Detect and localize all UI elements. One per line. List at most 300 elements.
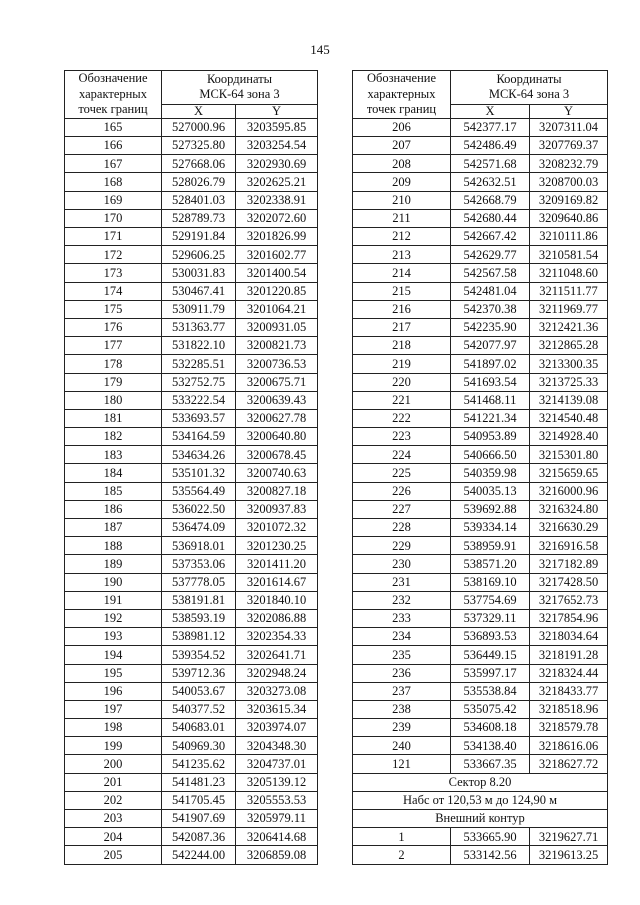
table-row bbox=[65, 573, 318, 591]
x-coordinate-cell: 542667.42 bbox=[451, 228, 530, 246]
point-id-cell: 203 bbox=[65, 810, 162, 828]
point-id-cell: 197 bbox=[65, 700, 162, 718]
y-coordinate-cell: 3219613.25 bbox=[530, 846, 608, 864]
table-row bbox=[65, 682, 318, 700]
x-coordinate-cell: 542571.68 bbox=[451, 155, 530, 173]
x-coordinate-cell: 542077.97 bbox=[451, 337, 530, 355]
table-row bbox=[65, 446, 318, 464]
point-id-cell: 219 bbox=[353, 355, 451, 373]
y-coordinate-cell: 3202338.91 bbox=[236, 191, 318, 209]
point-id-cell: 186 bbox=[65, 500, 162, 518]
table-row bbox=[65, 500, 318, 518]
table-row bbox=[353, 446, 608, 464]
y-coordinate-cell: 3218627.72 bbox=[530, 755, 608, 773]
x-coordinate-cell: 533693.57 bbox=[162, 409, 236, 427]
coordinates-table-right bbox=[352, 70, 608, 865]
table-row bbox=[353, 155, 608, 173]
point-id-cell: 214 bbox=[353, 264, 451, 282]
x-coordinate-cell: 540359.98 bbox=[451, 464, 530, 482]
y-coordinate-cell: 3208232.79 bbox=[530, 155, 608, 173]
point-id-cell: 201 bbox=[65, 773, 162, 791]
table-row bbox=[65, 700, 318, 718]
x-coordinate-cell: 540377.52 bbox=[162, 700, 236, 718]
point-id-cell: 1 bbox=[353, 828, 451, 846]
x-coordinate-cell: 533667.35 bbox=[451, 755, 530, 773]
point-id-cell: 217 bbox=[353, 318, 451, 336]
x-coordinate-cell: 542632.51 bbox=[451, 173, 530, 191]
sector-title: Сектор 8.20 bbox=[353, 773, 608, 791]
designation-header-line: характерных bbox=[367, 86, 436, 101]
point-id-cell: 222 bbox=[353, 409, 451, 427]
x-coordinate-cell: 532285.51 bbox=[162, 355, 236, 373]
x-coordinate-cell: 530911.79 bbox=[162, 300, 236, 318]
table-row bbox=[65, 737, 318, 755]
table-row bbox=[65, 137, 318, 155]
table-row bbox=[353, 719, 608, 737]
table-row bbox=[353, 318, 608, 336]
y-coordinate-cell: 3218324.44 bbox=[530, 664, 608, 682]
y-coordinate-cell: 3209640.86 bbox=[530, 209, 608, 227]
coordinates-header-line: МСК-64 зона 3 bbox=[199, 87, 280, 102]
table-row bbox=[65, 409, 318, 427]
y-coordinate-cell: 3211969.77 bbox=[530, 300, 608, 318]
table-row bbox=[353, 664, 608, 682]
x-coordinate-cell: 539334.14 bbox=[451, 519, 530, 537]
point-id-cell: 229 bbox=[353, 537, 451, 555]
x-coordinate-cell: 542235.90 bbox=[451, 318, 530, 336]
table-row bbox=[353, 646, 608, 664]
y-coordinate-cell: 3216916.58 bbox=[530, 537, 608, 555]
designation-header-line: Обозначение bbox=[78, 71, 148, 85]
point-id-cell: 189 bbox=[65, 555, 162, 573]
y-coordinate-cell: 3201064.21 bbox=[236, 300, 318, 318]
y-coordinate-cell: 3200639.43 bbox=[236, 391, 318, 409]
point-id-cell: 227 bbox=[353, 500, 451, 518]
point-id-cell: 206 bbox=[353, 118, 451, 136]
point-id-cell: 178 bbox=[65, 355, 162, 373]
y-coordinate-cell: 3216324.80 bbox=[530, 500, 608, 518]
table-row bbox=[65, 300, 318, 318]
y-coordinate-cell: 3214928.40 bbox=[530, 428, 608, 446]
y-coordinate-cell: 3215659.65 bbox=[530, 464, 608, 482]
point-id-cell: 198 bbox=[65, 719, 162, 737]
point-id-cell: 166 bbox=[65, 137, 162, 155]
y-coordinate-cell: 3211048.60 bbox=[530, 264, 608, 282]
x-coordinate-cell: 538981.12 bbox=[162, 628, 236, 646]
y-coordinate-cell: 3200640.80 bbox=[236, 428, 318, 446]
table-row bbox=[65, 591, 318, 609]
y-coordinate-cell: 3212865.28 bbox=[530, 337, 608, 355]
x-coordinate-cell: 537329.11 bbox=[451, 609, 530, 627]
x-coordinate-cell: 542481.04 bbox=[451, 282, 530, 300]
x-coordinate-cell: 533665.90 bbox=[451, 828, 530, 846]
designation-header bbox=[65, 71, 162, 119]
x-coordinate-cell: 542087.36 bbox=[162, 828, 236, 846]
point-id-cell: 208 bbox=[353, 155, 451, 173]
y-coordinate-cell: 3219627.71 bbox=[530, 828, 608, 846]
table-row bbox=[65, 155, 318, 173]
y-coordinate-cell: 3201614.67 bbox=[236, 573, 318, 591]
table-row bbox=[353, 846, 608, 864]
point-id-cell: 232 bbox=[353, 591, 451, 609]
table-row bbox=[353, 828, 608, 846]
table-row bbox=[353, 591, 608, 609]
y-coordinate-cell: 3206414.68 bbox=[236, 828, 318, 846]
point-id-cell: 220 bbox=[353, 373, 451, 391]
x-coordinate-cell: 527325.80 bbox=[162, 137, 236, 155]
point-id-cell: 200 bbox=[65, 755, 162, 773]
y-header: Y bbox=[236, 104, 318, 118]
x-coordinate-cell: 542486.49 bbox=[451, 137, 530, 155]
point-id-cell: 176 bbox=[65, 318, 162, 336]
x-coordinate-cell: 542668.79 bbox=[451, 191, 530, 209]
y-coordinate-cell: 3201826.99 bbox=[236, 228, 318, 246]
y-coordinate-cell: 3203974.07 bbox=[236, 719, 318, 737]
table-row bbox=[65, 664, 318, 682]
x-coordinate-cell: 534608.18 bbox=[451, 719, 530, 737]
x-coordinate-cell: 537778.05 bbox=[162, 573, 236, 591]
x-coordinate-cell: 529606.25 bbox=[162, 246, 236, 264]
table-row bbox=[353, 500, 608, 518]
y-coordinate-cell: 3200736.53 bbox=[236, 355, 318, 373]
y-coordinate-cell: 3218034.64 bbox=[530, 628, 608, 646]
table-row bbox=[353, 628, 608, 646]
y-coordinate-cell: 3213725.33 bbox=[530, 373, 608, 391]
point-id-cell: 179 bbox=[65, 373, 162, 391]
y-coordinate-cell: 3207311.04 bbox=[530, 118, 608, 136]
x-coordinate-cell: 541481.23 bbox=[162, 773, 236, 791]
y-coordinate-cell: 3202086.88 bbox=[236, 609, 318, 627]
table-row bbox=[65, 537, 318, 555]
table-row bbox=[65, 646, 318, 664]
x-coordinate-cell: 541221.34 bbox=[451, 409, 530, 427]
point-id-cell: 196 bbox=[65, 682, 162, 700]
y-coordinate-cell: 3213300.35 bbox=[530, 355, 608, 373]
table-row bbox=[65, 609, 318, 627]
point-id-cell: 193 bbox=[65, 628, 162, 646]
point-id-cell: 228 bbox=[353, 519, 451, 537]
x-coordinate-cell: 535564.49 bbox=[162, 482, 236, 500]
table-row bbox=[353, 555, 608, 573]
point-id-cell: 169 bbox=[65, 191, 162, 209]
table-row bbox=[65, 191, 318, 209]
y-coordinate-cell: 3203273.08 bbox=[236, 682, 318, 700]
point-id-cell: 181 bbox=[65, 409, 162, 427]
x-coordinate-cell: 540683.01 bbox=[162, 719, 236, 737]
coordinates-header bbox=[162, 71, 318, 105]
x-coordinate-cell: 529191.84 bbox=[162, 228, 236, 246]
designation-header bbox=[353, 71, 451, 119]
table-row bbox=[65, 209, 318, 227]
table-row bbox=[65, 282, 318, 300]
point-id-cell: 167 bbox=[65, 155, 162, 173]
point-id-cell: 213 bbox=[353, 246, 451, 264]
table-row bbox=[65, 519, 318, 537]
point-id-cell: 191 bbox=[65, 591, 162, 609]
table-row bbox=[65, 773, 318, 791]
point-id-cell: 173 bbox=[65, 264, 162, 282]
point-id-cell: 183 bbox=[65, 446, 162, 464]
coordinates-table-left bbox=[64, 70, 318, 865]
table-row bbox=[353, 300, 608, 318]
point-id-cell: 188 bbox=[65, 537, 162, 555]
point-id-cell: 233 bbox=[353, 609, 451, 627]
sector-height-range: Набс от 120,53 м до 124,90 м bbox=[353, 791, 608, 809]
point-id-cell: 187 bbox=[65, 519, 162, 537]
x-coordinate-cell: 537353.06 bbox=[162, 555, 236, 573]
x-coordinate-cell: 528026.79 bbox=[162, 173, 236, 191]
y-coordinate-cell: 3200675.71 bbox=[236, 373, 318, 391]
x-coordinate-cell: 527000.96 bbox=[162, 118, 236, 136]
table-row bbox=[353, 228, 608, 246]
table-row bbox=[353, 519, 608, 537]
table-row bbox=[353, 173, 608, 191]
table-row bbox=[353, 609, 608, 627]
point-id-cell: 121 bbox=[353, 755, 451, 773]
point-id-cell: 235 bbox=[353, 646, 451, 664]
point-id-cell: 238 bbox=[353, 700, 451, 718]
point-id-cell: 170 bbox=[65, 209, 162, 227]
y-coordinate-cell: 3208700.03 bbox=[530, 173, 608, 191]
page-number: 145 bbox=[310, 42, 330, 57]
x-coordinate-cell: 538571.20 bbox=[451, 555, 530, 573]
point-id-cell: 236 bbox=[353, 664, 451, 682]
point-id-cell: 180 bbox=[65, 391, 162, 409]
y-coordinate-cell: 3201602.77 bbox=[236, 246, 318, 264]
point-id-cell: 168 bbox=[65, 173, 162, 191]
x-coordinate-cell: 541897.02 bbox=[451, 355, 530, 373]
y-coordinate-cell: 3203615.34 bbox=[236, 700, 318, 718]
x-coordinate-cell: 538593.19 bbox=[162, 609, 236, 627]
x-coordinate-cell: 541468.11 bbox=[451, 391, 530, 409]
coordinates-header bbox=[451, 71, 608, 105]
y-coordinate-cell: 3214540.48 bbox=[530, 409, 608, 427]
y-coordinate-cell: 3202625.21 bbox=[236, 173, 318, 191]
y-coordinate-cell: 3201220.85 bbox=[236, 282, 318, 300]
point-id-cell: 239 bbox=[353, 719, 451, 737]
x-coordinate-cell: 542680.44 bbox=[451, 209, 530, 227]
table-row bbox=[65, 846, 318, 864]
point-id-cell: 2 bbox=[353, 846, 451, 864]
point-id-cell: 182 bbox=[65, 428, 162, 446]
table-row bbox=[353, 391, 608, 409]
y-coordinate-cell: 3206859.08 bbox=[236, 846, 318, 864]
y-coordinate-cell: 3202072.60 bbox=[236, 209, 318, 227]
y-coordinate-cell: 3218433.77 bbox=[530, 682, 608, 700]
x-coordinate-cell: 540035.13 bbox=[451, 482, 530, 500]
y-coordinate-cell: 3210581.54 bbox=[530, 246, 608, 264]
point-id-cell: 230 bbox=[353, 555, 451, 573]
table-row bbox=[353, 118, 608, 136]
y-coordinate-cell: 3205139.12 bbox=[236, 773, 318, 791]
designation-header-line: Обозначение bbox=[366, 71, 437, 85]
y-coordinate-cell: 3207769.37 bbox=[530, 137, 608, 155]
point-id-cell: 175 bbox=[65, 300, 162, 318]
table-row bbox=[65, 118, 318, 136]
table-row bbox=[353, 355, 608, 373]
point-id-cell: 234 bbox=[353, 628, 451, 646]
y-coordinate-cell: 3201400.54 bbox=[236, 264, 318, 282]
table-row bbox=[353, 337, 608, 355]
table-row bbox=[65, 173, 318, 191]
table-row bbox=[353, 537, 608, 555]
table-row bbox=[65, 355, 318, 373]
sector-title-row bbox=[353, 773, 608, 791]
point-id-cell: 177 bbox=[65, 337, 162, 355]
table-row bbox=[65, 555, 318, 573]
y-coordinate-cell: 3200937.83 bbox=[236, 500, 318, 518]
x-coordinate-cell: 533222.54 bbox=[162, 391, 236, 409]
point-id-cell: 216 bbox=[353, 300, 451, 318]
table-row bbox=[65, 373, 318, 391]
x-coordinate-cell: 535075.42 bbox=[451, 700, 530, 718]
y-coordinate-cell: 3216630.29 bbox=[530, 519, 608, 537]
point-id-cell: 199 bbox=[65, 737, 162, 755]
point-id-cell: 215 bbox=[353, 282, 451, 300]
point-id-cell: 194 bbox=[65, 646, 162, 664]
x-coordinate-cell: 542567.58 bbox=[451, 264, 530, 282]
designation-header-line: точек границ bbox=[78, 102, 148, 117]
y-coordinate-cell: 3204737.01 bbox=[236, 755, 318, 773]
x-coordinate-cell: 531822.10 bbox=[162, 337, 236, 355]
x-coordinate-cell: 541907.69 bbox=[162, 810, 236, 828]
point-id-cell: 185 bbox=[65, 482, 162, 500]
point-id-cell: 240 bbox=[353, 737, 451, 755]
x-coordinate-cell: 533142.56 bbox=[451, 846, 530, 864]
y-coordinate-cell: 3202354.33 bbox=[236, 628, 318, 646]
point-id-cell: 225 bbox=[353, 464, 451, 482]
point-id-cell: 209 bbox=[353, 173, 451, 191]
y-coordinate-cell: 3217428.50 bbox=[530, 573, 608, 591]
y-coordinate-cell: 3203254.54 bbox=[236, 137, 318, 155]
x-coordinate-cell: 536474.09 bbox=[162, 519, 236, 537]
point-id-cell: 184 bbox=[65, 464, 162, 482]
x-coordinate-cell: 535997.17 bbox=[451, 664, 530, 682]
y-coordinate-cell: 3201230.25 bbox=[236, 537, 318, 555]
x-header: X bbox=[162, 104, 236, 118]
point-id-cell: 195 bbox=[65, 664, 162, 682]
table-row bbox=[65, 810, 318, 828]
y-coordinate-cell: 3215301.80 bbox=[530, 446, 608, 464]
y-coordinate-cell: 3202930.69 bbox=[236, 155, 318, 173]
x-coordinate-cell: 534164.59 bbox=[162, 428, 236, 446]
x-coordinate-cell: 539354.52 bbox=[162, 646, 236, 664]
x-coordinate-cell: 528789.73 bbox=[162, 209, 236, 227]
table-row bbox=[353, 264, 608, 282]
x-coordinate-cell: 540666.50 bbox=[451, 446, 530, 464]
table-row bbox=[353, 191, 608, 209]
point-id-cell: 221 bbox=[353, 391, 451, 409]
x-coordinate-cell: 536022.50 bbox=[162, 500, 236, 518]
y-coordinate-cell: 3210111.86 bbox=[530, 228, 608, 246]
table-row bbox=[65, 755, 318, 773]
point-id-cell: 218 bbox=[353, 337, 451, 355]
x-coordinate-cell: 542370.38 bbox=[451, 300, 530, 318]
coordinates-header-line: Координаты bbox=[496, 71, 562, 86]
y-coordinate-cell: 3216000.96 bbox=[530, 482, 608, 500]
y-coordinate-cell: 3200678.45 bbox=[236, 446, 318, 464]
point-id-cell: 223 bbox=[353, 428, 451, 446]
table-row bbox=[65, 828, 318, 846]
table-row bbox=[65, 228, 318, 246]
y-coordinate-cell: 3200627.78 bbox=[236, 409, 318, 427]
x-coordinate-cell: 540053.67 bbox=[162, 682, 236, 700]
y-coordinate-cell: 3217854.96 bbox=[530, 609, 608, 627]
table-row bbox=[65, 464, 318, 482]
y-coordinate-cell: 3217652.73 bbox=[530, 591, 608, 609]
point-id-cell: 192 bbox=[65, 609, 162, 627]
table-row bbox=[353, 246, 608, 264]
point-id-cell: 174 bbox=[65, 282, 162, 300]
table-row bbox=[65, 482, 318, 500]
table-row bbox=[353, 137, 608, 155]
x-coordinate-cell: 541693.54 bbox=[451, 373, 530, 391]
table-row bbox=[353, 464, 608, 482]
sector-contour: Внешний контур bbox=[353, 810, 608, 828]
y-header: Y bbox=[530, 104, 608, 118]
point-id-cell: 207 bbox=[353, 137, 451, 155]
x-coordinate-cell: 536449.15 bbox=[451, 646, 530, 664]
coordinates-header-line: Координаты bbox=[206, 71, 273, 86]
point-id-cell: 202 bbox=[65, 791, 162, 809]
x-coordinate-cell: 537754.69 bbox=[451, 591, 530, 609]
x-coordinate-cell: 530467.41 bbox=[162, 282, 236, 300]
table-row bbox=[65, 246, 318, 264]
designation-header-line: точек границ bbox=[366, 102, 437, 117]
x-coordinate-cell: 541705.45 bbox=[162, 791, 236, 809]
x-coordinate-cell: 534634.26 bbox=[162, 446, 236, 464]
point-id-cell: 231 bbox=[353, 573, 451, 591]
table-row bbox=[353, 428, 608, 446]
y-coordinate-cell: 3218579.78 bbox=[530, 719, 608, 737]
table-row bbox=[353, 700, 608, 718]
point-id-cell: 165 bbox=[65, 118, 162, 136]
table-row bbox=[353, 482, 608, 500]
table-row bbox=[65, 719, 318, 737]
x-coordinate-cell: 538959.91 bbox=[451, 537, 530, 555]
x-coordinate-cell: 536918.01 bbox=[162, 537, 236, 555]
x-coordinate-cell: 541235.62 bbox=[162, 755, 236, 773]
table-row bbox=[65, 391, 318, 409]
table-row bbox=[353, 573, 608, 591]
table-row bbox=[65, 628, 318, 646]
table-row bbox=[353, 755, 608, 773]
point-id-cell: 211 bbox=[353, 209, 451, 227]
point-id-cell: 190 bbox=[65, 573, 162, 591]
y-coordinate-cell: 3205979.11 bbox=[236, 810, 318, 828]
coordinates-header-line: МСК-64 зона 3 bbox=[488, 87, 570, 102]
table-row bbox=[65, 318, 318, 336]
x-coordinate-cell: 528401.03 bbox=[162, 191, 236, 209]
point-id-cell: 172 bbox=[65, 246, 162, 264]
x-coordinate-cell: 535538.84 bbox=[451, 682, 530, 700]
y-coordinate-cell: 3212421.36 bbox=[530, 318, 608, 336]
y-coordinate-cell: 3200827.18 bbox=[236, 482, 318, 500]
table-row bbox=[65, 264, 318, 282]
y-coordinate-cell: 3202948.24 bbox=[236, 664, 318, 682]
y-coordinate-cell: 3200931.05 bbox=[236, 318, 318, 336]
sector-contour-row bbox=[353, 810, 608, 828]
x-coordinate-cell: 540953.89 bbox=[451, 428, 530, 446]
table-row bbox=[65, 337, 318, 355]
y-coordinate-cell: 3201840.10 bbox=[236, 591, 318, 609]
y-coordinate-cell: 3217182.89 bbox=[530, 555, 608, 573]
y-coordinate-cell: 3218616.06 bbox=[530, 737, 608, 755]
x-coordinate-cell: 542629.77 bbox=[451, 246, 530, 264]
x-coordinate-cell: 542244.00 bbox=[162, 846, 236, 864]
y-coordinate-cell: 3205553.53 bbox=[236, 791, 318, 809]
table-row bbox=[353, 737, 608, 755]
